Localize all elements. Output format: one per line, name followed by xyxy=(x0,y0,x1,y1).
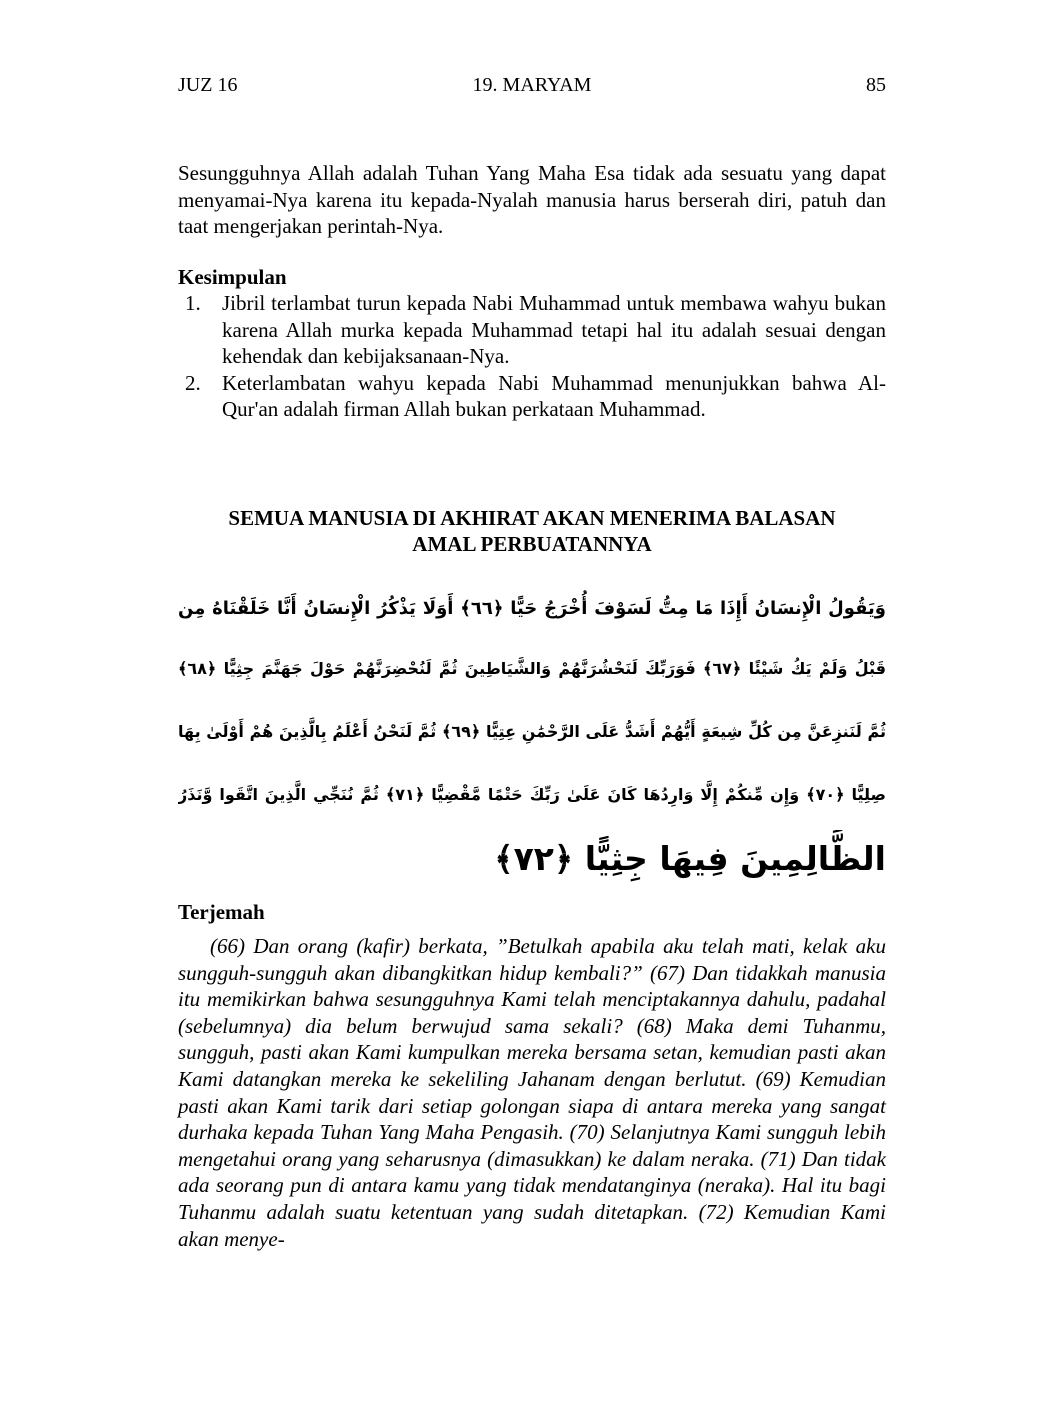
arabic-line: الظَّالِمِينَ فِيهَا جِثِيًّا ﴿٧٢﴾ xyxy=(494,839,886,878)
arabic-line: وَيَقُولُ الْإِنسَانُ أَإِذَا مَا مِتُّ لَسَوْفَ أُخْرَجُ حَيًّا ﴿٦٦﴾ أَوَلَا يَذْكُرُ الْإِنسَانُ أَنَّا خَلَقْنَاهُ مِن xyxy=(178,598,886,619)
intro-paragraph: Sesungguhnya Allah adalah Tuhan Yang Maha Esa tidak ada sesuatu yang dapat menyamai-Nya karena itu kepada-Nyalah manusia harus berserah diri, patuh dan taat mengerjakan perintah-Nya. xyxy=(178,161,886,238)
list-item xyxy=(178,290,886,370)
arabic-line: صِلِيًّا ﴿٧٠﴾ وَإِن مِّنكُمْ إِلَّا وَارِدُهَا كَانَ عَلَىٰ رَبِّكَ حَتْمًا مَّقْضِيًّا ﴿٧١﴾ ثُمَّ نُنَجِّي الَّذِينَ اتَّقَوا وَّنَذَرُ xyxy=(178,785,886,804)
list-number: 2. xyxy=(185,370,201,395)
conclusion-heading: Kesimpulan xyxy=(178,265,287,289)
section-title xyxy=(178,505,886,557)
list-item xyxy=(178,370,886,423)
list-number: 1. xyxy=(185,291,201,315)
section-title-line1: SEMUA MANUSIA DI AKHIRAT AKAN MENERIMA BALASAN xyxy=(228,506,836,530)
header-surah: 19. MARYAM xyxy=(472,74,592,96)
header-juz: JUZ 16 xyxy=(178,74,238,96)
page-header xyxy=(178,74,886,104)
section-title-line2: AMAL PERBUATANNYA xyxy=(412,532,652,556)
translation-heading: Terjemah xyxy=(178,900,265,924)
arabic-verses xyxy=(178,580,886,886)
conclusion-list xyxy=(178,290,886,423)
translation-paragraph: (66) Dan orang (kafir) berkata, ”Betulkah apabila aku telah mati, kelak aku sungguh-sungguh akan dibangkitkan hidup kembali?” (67) Dan tidakkah manusia itu memikirkan bahwa sesungguhnya Kami telah menciptakannya dahulu, padahal (sebelumnya) dia belum berwujud sama sekali? (68) Maka demi Tuhanmu, sungguh, pasti akan Kami kumpulkan mereka bersama setan, kemudian pasti akan Kami datangkan mereka ke sekeliling Jahanam dengan berlutut. (69) Kemudian pasti akan Kami tarik dari setiap golongan siapa di antara mereka yang sangat durhaka kepada Tuhan Yang Maha Pengasih. (70) Selanjutnya Kami sungguh lebih mengetahui orang yang seharusnya (dimasukkan) ke dalam neraka. (71) Dan tidak ada seorang pun di antara kamu yang tidak mendatanginya (neraka). Hal itu bagi Tuhanmu adalah suatu ketentuan yang sudah ditetapkan. (72) Kemudian Kami akan menye- xyxy=(178,934,886,1251)
header-page-number: 85 xyxy=(866,74,886,96)
list-text: Keterlambatan wahyu kepada Nabi Muhammad menunjukkan bahwa Al-Qur'an adalah firman Allah bukan perkataan Muhammad. xyxy=(222,370,886,421)
arabic-line: ثُمَّ لَنَنزِعَنَّ مِن كُلِّ شِيعَةٍ أَيُّهُمْ أَشَدُّ عَلَى الرَّحْمَٰنِ عِتِيًّا ﴿٦٩﴾ ثُمَّ لَنَحْنُ أَعْلَمُ بِالَّذِينَ هُمْ أَوْلَىٰ بِهَا xyxy=(178,722,886,741)
list-text: Jibril terlambat turun kepada Nabi Muhammad untuk membawa wahyu bukan karena Allah murka kepada Muhammad tetapi hal itu adalah sesuai dengan kehendak dan kebijaksanaan-Nya. xyxy=(222,291,886,368)
arabic-line: قَبْلُ وَلَمْ يَكُ شَيْئًا ﴿٦٧﴾ فَوَرَبِّكَ لَنَحْشُرَنَّهُمْ وَالشَّيَاطِينَ ثُمَّ لَنُحْضِرَنَّهُمْ حَوْلَ جَهَنَّمَ جِثِيًّا ﴿٦٨﴾ xyxy=(178,659,886,678)
